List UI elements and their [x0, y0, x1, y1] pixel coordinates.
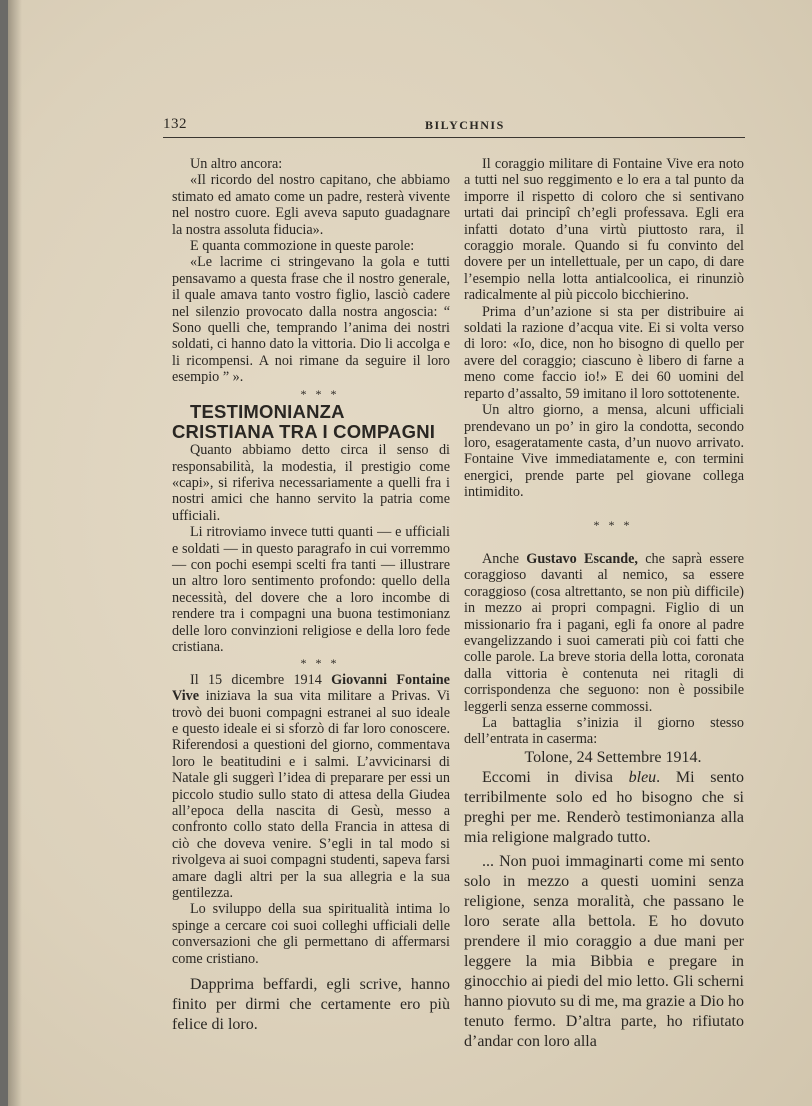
section-separator: * * * [593, 517, 633, 532]
person-name: Gustavo Escande, [526, 550, 638, 567]
letter-paragraph: ... Non puoi immaginarti come mi sento solo in mezzo a questi uomini senza religione, senza moralità, che passano le loro serate alla bettola. E ho dovuto prendere il mio coraggio a due mani per leggere la mia Bibbia e pregare in ginocchio ai piedi del mio letto. Gli scherni hanno piovuto su di me, ma grazie a Dio ho tenuto fermo. D’altra parte, ho rifiutato d’andar con loro alla [464, 852, 744, 1050]
text-run: Eccomi in divisa [482, 768, 629, 786]
letter-paragraph [464, 768, 744, 848]
paragraph: Il coraggio militare di Fontaine Vive era noto a tutti nel suo reggimento e lo era a tal punto da imporre il rispetto di coloro che si sentivano urtati dai principî ch’egli professava. Egli era infatti dotato d’una virtù piuttosto rara, il coraggio morale. Quando si fu convinto del dovere per un intellettuale, per un capo, di dare l’esempio nella lotta antialcoolica, ei rinunziò radicalmente al più piccolo bicchierino. [464, 156, 744, 304]
page-header [163, 116, 743, 138]
text-run: Il 15 dicembre 1914 [190, 671, 332, 688]
section-separator: * * * [300, 386, 340, 401]
text-run: iniziava la sua vita militare a Privas. Vi trovò dei buoni compagni estranei al suo ideale e questo ideale ei si sforzò di far loro conoscere. Riferendosi a questioni del giorno, commentava loro le beatitudini e i salmi. L’avvicinarsi di Natale gli suggerì l’idea di preparare per essi un piccolo studio sullo stato di attesa della Giudea all’epoca della nascita di Gesù, messo a confronto collo stato della Francia in attesa di ciò che doveva venire. S’egli in tal modo si rivolgeva ai suoi compagni studenti, sapeva farsi amare dagli altri per la sua allegria e la sua gentilezza. [172, 688, 450, 902]
text-run: . Mi sento terribilmente solo ed ho bisogno che si preghi per me. Renderò testimonianza alla mia religione malgrado tutto. [464, 768, 745, 846]
quote-paragraph: Dapprima beffardi, egli scrive, hanno finito per dirmi che certamente ero più felice di loro. [172, 976, 450, 1034]
paragraph: «Le lacrime ci stringevano la gola e tutti pensavamo a questa frase che il nostro generale, il quale amava tanto vostro figlio, lasciò cadere nel silenzio provocato dalla nostra angoscia: “ Sono quelli che, temprando l’anima dei nostri soldati, ci hanno dato la vittoria. Dio li accolga e li ricompensi. A noi rimane da seguire il loro esempio ” ». [172, 254, 450, 386]
running-title: BILYCHNIS [425, 118, 505, 132]
paragraph [464, 551, 744, 715]
paragraph: La battaglia s’inizia il giorno stesso dell’entrata in caserma: [464, 715, 744, 748]
binding-shadow [8, 0, 22, 1106]
book-page [8, 0, 812, 1106]
italic-word: bleu [628, 768, 657, 786]
page-number: 132 [163, 116, 187, 132]
paragraph [172, 672, 450, 902]
right-column [464, 156, 744, 1052]
text-run: che saprà essere coraggioso davanti al nemico, sa essere coraggioso (cosa altrettanto, se non più difficile) in mezzo ai propri compagni. Figlio di un missionario fra i pagani, egli fa onore al padre evangelizzando i suoi camerati più coi fatti che colle parole. La breve storia della lotta, coronata dalla vittoria è contenuta nei ritagli di corrispondenza che seguono: non è possibile leggerli senza esserne commossi. [464, 550, 745, 715]
paragraph: Lo sviluppo della sua spiritualità intima lo spinge a cercare coi suoi colleghi ufficiali delle conversazioni che gli permettano di affermarsi come cristiano. [172, 901, 450, 967]
section-separator: * * * [300, 656, 340, 671]
paragraph: «Il ricordo del nostro capitano, che abbiamo stimato ed amato come un padre, resterà vivente nel nostro cuore. Egli aveva saputo guadagnare la nostra assoluta fiducia». [172, 172, 450, 238]
left-column [172, 156, 450, 1035]
section-heading: TESTIMONIANZA CRISTIANA TRA I COMPAGNI [172, 401, 436, 443]
paragraph: Li ritroviamo invece tutti quanti — e ufficiali e soldati — in questo paragrafo in cui vorremmo — con pochi esempi scelti fra tanti — illustrare un altro loro sentimento profondo: quello della necessità, del dovere che a loro incombe di rendere tra i compagni una buona testimonianz delle loro convinzioni religiose e della loro fede cristiana. [172, 524, 450, 655]
paragraph: Un altro giorno, a mensa, alcuni ufficiali prendevano un po’ in giro la condotta, secondo loro, esageratamente casta, d’un nuovo arrivato. Fontaine Vive immediatamente e, con termini energici, prende parte pel giovane collega intimidito. [464, 402, 744, 501]
paragraph: E quanta commozione in queste parole: [190, 238, 415, 255]
paragraph: Quanto abbiamo detto circa il senso di responsabilità, la modestia, il prestigio come «capi», si riferiva necessariamente a quelli fra i nostri amici che hanno servito la patria come ufficiali. [172, 442, 450, 524]
paragraph: Prima d’un’azione si sta per distribuire ai soldati la razione d’acqua vite. Ei si volta verso di loro: «Io, dice, non ho bisogno di quello per avere del coraggio; ciascuno è libero di farne a meno come faccio io!» E dei 60 uomini del reparto d’assalto, 59 imitano il loro sottotenente. [464, 303, 744, 402]
letter-dateline: Tolone, 24 Settembre 1914. [524, 748, 702, 766]
text-run: Anche [482, 550, 527, 567]
header-rule [163, 137, 745, 138]
person-name: Giovanni Fontaine Vive [172, 671, 450, 705]
paragraph: Un altro ancora: [190, 156, 283, 172]
